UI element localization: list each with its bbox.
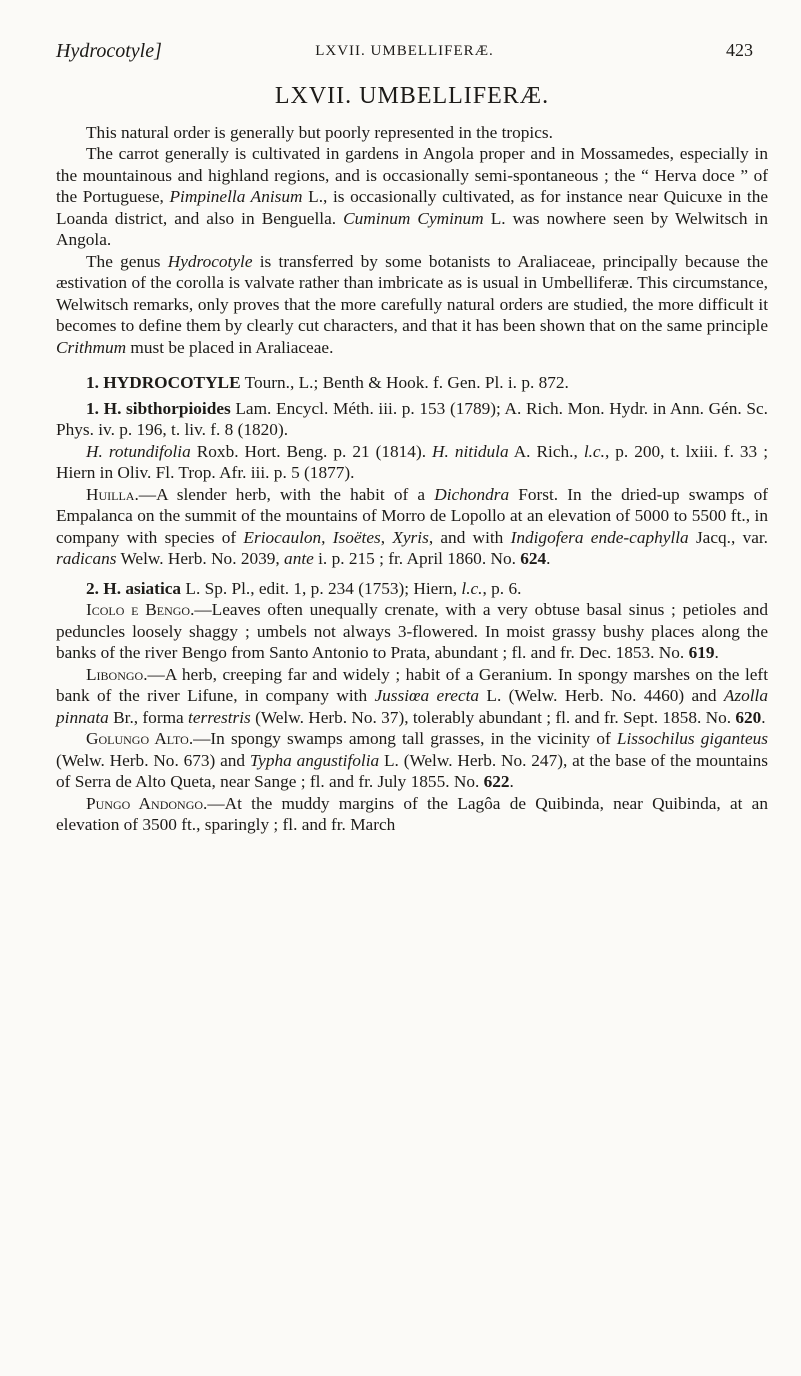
text-run: L., is occasionally cultivated, as for instance near Quicuxe in the Loanda district, and also in Benguella. [56,187,769,228]
text-run: (Welw. Herb. No. 673) and [56,750,250,770]
intro-paragraph-1 [56,122,768,144]
forma-italic: terrestris [188,707,251,727]
text-run: , [380,527,393,547]
text-run: . [714,643,719,662]
genus-italic: Hydrocotyle [167,251,253,271]
genus-number: 1. [86,373,99,392]
text-run: . [546,549,551,568]
genus-italic: Eriocaulon [243,527,322,547]
text-run: i. p. 215 ; fr. April 1860. No. [313,549,521,568]
text-run: , [321,527,333,547]
intro-paragraph-3 [56,251,768,359]
text-run: (Welw. Herb. No. 37), tolerably abundant ; fl. and fr. Sept. 1858. No. [250,707,736,727]
genus-name: HYDROCOTYLE [103,373,241,392]
text-run: Welw. Herb. No. 2039, [116,549,285,568]
text-run: A. Rich., [508,441,584,461]
text-run: L. was nowhere seen by Welwitsch in Angola. [56,208,768,249]
genus-entry [56,372,768,394]
text-run: .—Leaves often unequally crenate, with a very obtuse basal sinus ; petioles and peduncles loosely shaggy ; umbels not always 3-flowered. In moist grassy bushy places along the banks of the river Bengo from Santo Antonio to Prata, abundant ; fl. and fr. Dec. 1853. No. [56,600,768,662]
species-italic: Jussiœa erecta [374,686,480,705]
species-2-locality-1 [56,599,768,664]
chapter-title: LXVII. UMBELLIFERÆ. [274,83,550,109]
locality-name: Huilla [86,484,135,504]
running-head-genus: Hydrocotyle] [56,40,162,62]
text-run: . [509,772,514,791]
locality-name: Icolo e Bengo [86,600,191,619]
locality-name: Golungo Alto [86,729,189,748]
genus-italic: Isoëtes [332,527,381,547]
text-run: The genus [86,251,168,271]
species-2-locality-3 [56,728,768,793]
locality-name: Libongo [86,664,144,684]
text-run: . [761,707,766,727]
synonym-italic: H. rotundifolia [86,441,191,461]
specimen-number: 622 [483,772,510,791]
text-run: .—At the muddy margins of the Lagôa de Quibinda, near Quibinda, at an elevation of 3500 ft., sparingly ; fl. and fr. March [56,793,768,834]
page-number: 423 [726,40,753,60]
species-italic: Cuminum Cyminum [343,208,484,228]
text-italic: ante [284,549,314,568]
species-italic: Typha angustifolia [249,750,380,770]
page-body [56,83,769,836]
species-italic: Azolla pinnata [56,686,768,727]
intro-paragraph-2 [56,143,768,251]
genus-citation: Tourn., L.; Benth & Hook. f. Gen. Pl. i. p. 872. [240,373,569,392]
text-run: .—A slender herb, with the habit of a [134,484,435,504]
genus-italic: Dichondra [434,484,510,504]
intro-text: This natural order is generally but poorly represented in the tropics. [86,122,553,142]
species-name: H. sibthorpioides [103,398,231,418]
text-run: The carrot generally is cultivated in gardens in Angola proper and in Mossamedes, especially in the mountainous and highland regions, and is occasionally semi-spontaneous ; the “ Herva doce ” of the Portuguese, [56,144,768,206]
text-run: L. (Welw. Herb. No. 4460) and [479,686,724,705]
species-2-locality-4 [56,793,768,836]
running-head-chapter: LXVII. UMBELLIFERÆ. [315,43,494,59]
text-run: Br., forma [108,707,189,727]
text-run: Forst. In the dried-up swamps of Empalanca on the summit of the mountains of Morro de Lopollo at an elevation of 5000 to 5500 ft., in company with species of [56,484,769,547]
text-italic: l.c. [583,441,605,461]
species-name: H. asiatica [103,578,182,598]
species-1-synonyms [56,441,768,484]
text-run: L. Sp. Pl., edit. 1, p. 234 (1753); Hiern, [181,578,462,598]
species-citation: Lam. Encycl. Méth. iii. p. 153 (1789); A. Rich. Mon. Hydr. in Ann. Gén. Sc. Phys. iv. p. 196, t. liv. f. 8 (1820). [56,398,768,439]
text-italic: l.c. [461,578,483,598]
species-2-heading [56,578,768,600]
genus-italic: Crithmum [56,337,127,357]
text-run: .—A herb, creeping far and widely ; habit of a Geranium. In spongy marshes on the left bank of the river Lifune, in company with [56,664,768,705]
specimen-number: 620 [735,707,762,727]
genus-italic: Xyris [392,527,429,547]
locality-name: Pungo Andongo [86,793,204,813]
synonym-italic: H. nitidula [432,441,509,461]
species-number: 1. [86,398,99,418]
genus-italic: Indigofera ende-caphylla [510,527,689,547]
species-2-locality-2 [56,664,768,729]
text-run: is transferred by some botanists to Araliaceae, principally because the æstivation of the corolla is valvate rather than imbricate as is usual in Umbelliferæ. This circumstance, Welwitsch remarks, only proves that the more carefully natural orders are studied, the more difficult it becomes to define them by clearly cut characters, and that it has been shown that on the same principle [56,251,769,335]
text-run: Jacq., var. [688,527,768,547]
specimen-number: 619 [688,643,715,662]
text-run: , p. 200, t. lxiii. f. 33 ; Hiern in Oliv. Fl. Trop. Afr. iii. p. 5 (1877). [56,441,768,482]
species-1-locality [56,484,768,570]
variety-italic: radicans [56,549,117,568]
text-run: Roxb. Hort. Beng. p. 21 (1814). [190,441,433,461]
species-1-heading [56,398,768,441]
running-head [56,40,753,66]
text-run: , and with [428,527,511,547]
species-italic: Lissochilus giganteus [616,729,768,748]
species-number: 2. [86,578,99,598]
text-run: .—In spongy swamps among tall grasses, in the vicinity of [188,729,617,748]
species-italic: Pimpinella Anisum [169,187,303,206]
text-run: must be placed in Araliaceae. [126,337,334,357]
text-run: L. (Welw. Herb. No. 247), at the base of the mountains of Serra de Alto Queta, near Sange ; fl. and fr. July 1855. No. [56,750,768,791]
text-run: , p. 6. [482,578,522,598]
specimen-number: 624 [520,549,547,568]
